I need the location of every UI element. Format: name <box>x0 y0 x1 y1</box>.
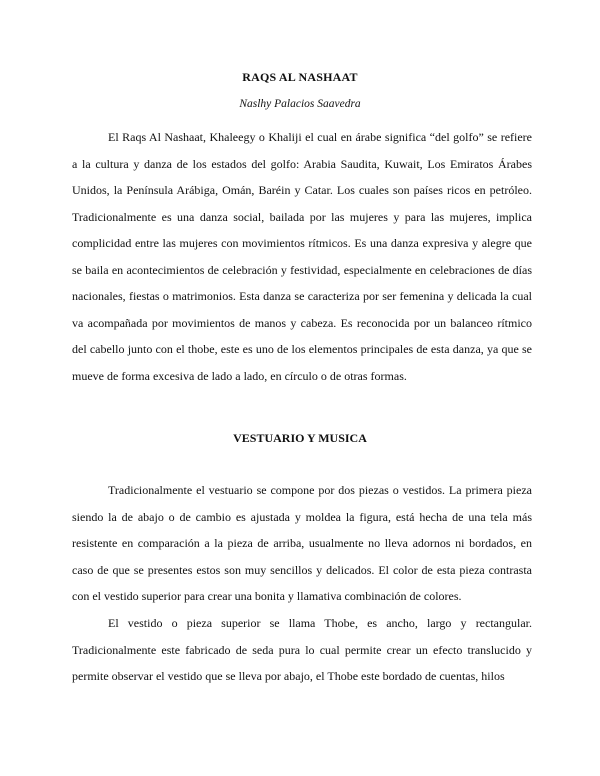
section-heading: VESTUARIO Y MUSICA <box>233 431 367 445</box>
costume-paragraph-1: Tradicionalmente el vestuario se compone por dos piezas o vestidos. La primera pieza siendo la de abajo o de cambio es ajustada y moldea la figura, está hecha de una tela más resistente en comparación a la pieza de arriba, usualmente no lleva adornos ni bordados, en caso de que se presentes estos son muy sencillos y delicados. El color de esta pieza contrasta con el vestido superior para crear una bonita y llamativa combinación de colores. <box>72 483 532 603</box>
intro-paragraph: El Raqs Al Nashaat, Khaleegy o Khaliji el cual en árabe significa “del golfo” se refiere a la cultura y danza de los estados del golfo: Arabia Saudita, Kuwait, Los Emiratos Árabes Unidos, la Península Arábiga, Omán, Baréin y Catar. Los cuales son países ricos en petróleo. Tradicionalmente es una danza social, bailada por las mujeres y para las mujeres, implica complicidad entre las mujeres con movimientos rítmicos. Es una danza expresiva y alegre que se baila en acontecimientos de celebración y festividad, especialmente en celebraciones de días nacionales, fiestas o matrimonios. Esta danza se caracteriza por ser femenina y delicada la cual va acompañada por movimientos de manos y cabeza. Es reconocida por un balanceo rítmico del cabello junto con el thobe, este es uno de los elementos principales de esta danza, ya que se mueve de forma excesiva de lado a lado, en círculo o de otras formas. <box>72 130 532 383</box>
author-name: Naslhy Palacios Saavedra <box>239 98 361 110</box>
costume-paragraph-2: El vestido o pieza superior se llama Thobe, es ancho, largo y rectangular. Tradicionalmente este fabricado de seda pura lo cual permite crear un efecto translucido y permite observar el vestido que se lleva por abajo, el Thobe este bordado de cuentas, hilos <box>72 616 532 683</box>
document-title: RAQS AL NASHAAT <box>242 70 358 84</box>
